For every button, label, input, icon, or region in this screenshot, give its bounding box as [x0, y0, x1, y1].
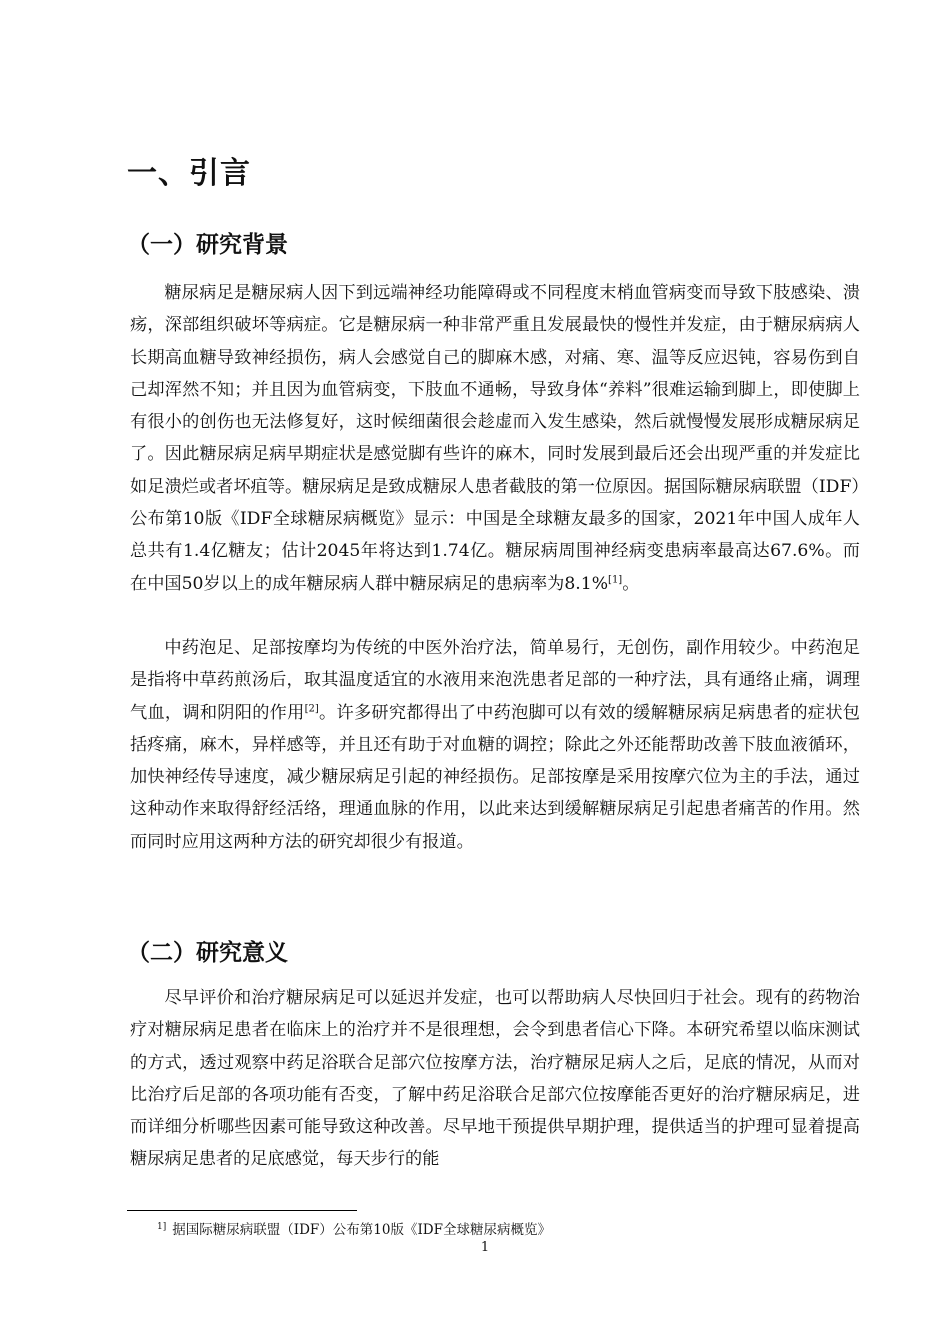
subsection-heading-significance: （二）研究意义: [127, 940, 288, 966]
significance-paragraph-1: 尽早评价和治疗糖尿病足可以延迟并发症，也可以帮助病人尽快回归于社会。现有的药物治疗对糖尿病足患者在临床上的治疗并不是很理想，会令到患者信心下降。本研究希望以临床测试的方式，透过观察中药足浴联合足部穴位按摩方法，治疗糖尿足病人之后，足底的情况，从而对比治疗后足部的各项功能有否变，了解中药足浴联合足部穴位按摩能否更好的治疗糖尿病足，进而详细分析哪些因素可能导致这种改善。尽早地干预提供早期护理，提供适当的护理可显着提高糖尿病足患者的足底感觉，每天步行的能: [130, 988, 860, 1170]
background-paragraph-1-end: 。: [622, 573, 640, 594]
section-heading: 一、引言: [127, 156, 251, 191]
background-paragraph-1: [130, 277, 860, 600]
background-paragraph-2-text-b: 。许多研究都得出了中药泡脚可以有效的缓解糖尿病足病患者的症状包括疼痛，麻木，异样感等，并且还有助于对血糖的调控；除此之外还能帮助改善下肢血液循环，加快神经传导速度，减少糖尿病足引起的神经损伤。足部按摩是采用按摩穴位为主的手法，通过这种动作来取得舒经活络，理通血脉的作用，以此来达到缓解糖尿病足引起患者痛苦的作用。然而同时应用这两种方法的研究却很少有报道。: [130, 702, 860, 852]
citation-ref-1: [1]: [608, 573, 623, 585]
citation-ref-2: [2]: [304, 702, 319, 714]
footnote: [157, 1218, 551, 1238]
background-paragraph-1-text: 糖尿病足是糖尿病人因下到远端神经功能障碍或不同程度末梢血管病变而导致下肢感染、溃疡，深部组织破坏等病症。它是糖尿病一种非常严重且发展最快的慢性并发症，由于糖尿病病人长期高血糖导致神经损伤，病人会感觉自己的脚麻木感，对痛、寒、温等反应迟钝，容易伤到自己却浑然不知；并且因为血管病变，下肢血不通畅，导致身体“养料”很难运输到脚上，即使脚上有很小的创伤也无法修复好，这时候细菌很会趁虚而入发生感染，然后就慢慢发展形成糖尿病足了。因此糖尿病足病早期症状是感觉脚有些许的麻木，同时发展到最后还会出现严重的并发症比如足溃烂或者坏疽等。糖尿病足是致成糖尿人患者截肢的第一位原因。据国际糖尿病联盟（IDF）公布第10版《IDF全球糖尿病概览》显示：中国是全球糖友最多的国家，2021年中国人成年人总共有1.4亿糖友；估计2045年将达到1.74亿。糖尿病周围神经病变患病率最高达67.6%。而在中国50岁以上的成年糖尿病人群中糖尿病足的患病率为8.1%: [130, 283, 860, 594]
background-paragraph-2-text-a: 中药泡足、足部按摩均为传统的中医外治疗法，简单易行，无创伤，副作用较少。中药泡足是指将中草药煎汤后，取其温度适宜的水液用来泡洗患者足部的一种疗法，具有通络止痛，调理气血，调和阴阳的作用: [130, 638, 860, 723]
background-paragraph-2: [130, 632, 860, 858]
subsection-heading-background: （一）研究背景: [127, 232, 288, 258]
footnote-text: 据国际糖尿病联盟（IDF）公布第10版《IDF全球糖尿病概览》: [172, 1222, 551, 1238]
footnote-mark: 1]: [157, 1221, 167, 1232]
page-number: 1: [480, 1240, 490, 1255]
footnote-divider: [127, 1210, 357, 1211]
